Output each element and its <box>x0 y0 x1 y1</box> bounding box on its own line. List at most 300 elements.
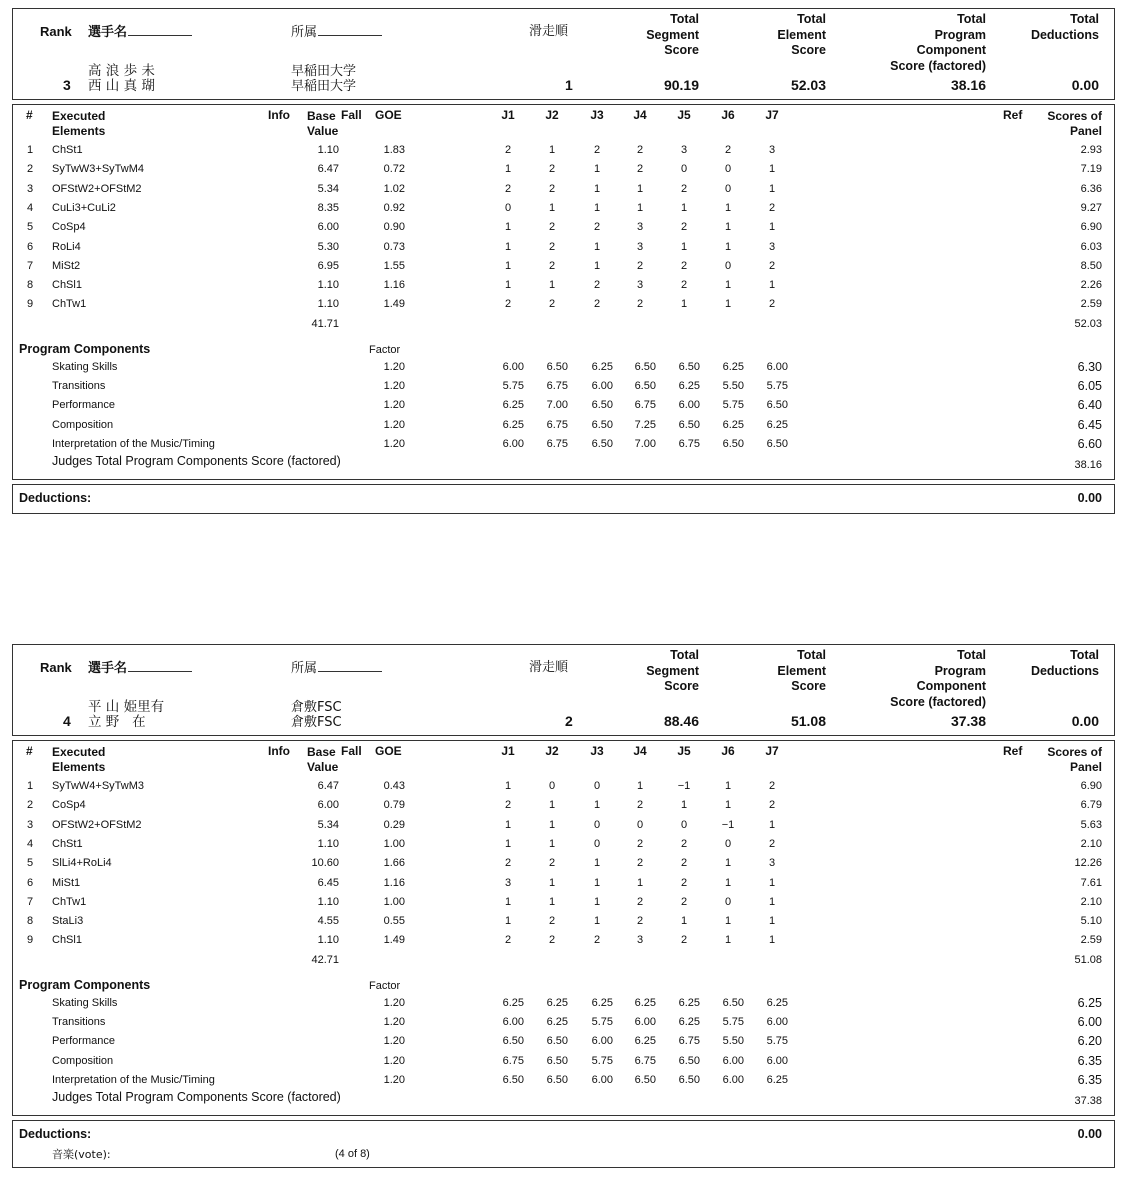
judge-goe-4: 0 <box>636 818 644 831</box>
skater-names: 平 山 姫里有 立 野 在 <box>88 699 165 730</box>
judge-goe-4: 1 <box>636 780 644 792</box>
judge-goe-6: 1 <box>724 934 732 947</box>
element-code: ChSt1 <box>52 837 83 850</box>
element-code: StaLi3 <box>52 915 84 928</box>
judge-goe-4: 2 <box>636 857 644 870</box>
col-number: # <box>26 108 33 122</box>
col-judge-5: J5 <box>677 108 691 122</box>
col-base-value: Base Value <box>307 109 339 138</box>
judge-goe-2: 1 <box>548 837 556 850</box>
pcs-total: 37.38 <box>1074 1095 1102 1108</box>
judge-goe-1: 2 <box>504 298 512 311</box>
judge-mark-6: 5.75 <box>722 399 744 412</box>
col-panel-score: Scores of Panel <box>1047 109 1102 138</box>
judge-goe-2: 2 <box>548 915 556 928</box>
judge-mark-4: 6.25 <box>634 1035 656 1048</box>
judge-mark-1: 6.00 <box>502 360 524 373</box>
judge-mark-3: 6.50 <box>591 418 613 431</box>
judge-goe-1: 1 <box>504 780 512 792</box>
judge-mark-7: 6.25 <box>766 418 788 431</box>
judge-mark-5: 6.50 <box>678 1073 700 1086</box>
element-code: MiSt1 <box>52 876 81 889</box>
judge-goe-1: 2 <box>504 144 512 156</box>
judge-goe-7: 2 <box>768 837 776 850</box>
judge-goe-6: 1 <box>724 876 732 889</box>
judge-goe-5: 2 <box>680 221 688 234</box>
judge-mark-4: 7.25 <box>634 418 656 431</box>
element-goe: 0.73 <box>383 240 405 253</box>
element-base-value: 5.34 <box>317 182 339 195</box>
rank-label: Rank <box>40 24 72 39</box>
judge-goe-5: 2 <box>680 895 688 908</box>
club-names: 倉敷FSC 倉敷FSC <box>291 700 342 730</box>
judge-mark-1: 6.25 <box>502 399 524 412</box>
judge-mark-1: 6.25 <box>502 418 524 431</box>
judge-goe-3: 1 <box>593 799 601 812</box>
tss-label: Total Segment Score <box>646 12 699 57</box>
element-goe: 0.72 <box>383 163 405 176</box>
judge-goe-3: 0 <box>593 818 601 831</box>
club-label: 所属 <box>291 24 382 40</box>
judge-mark-4: 6.50 <box>634 360 656 373</box>
component-name: Performance <box>52 399 115 412</box>
judge-goe-6: 1 <box>724 857 732 870</box>
judge-goe-6: 0 <box>724 837 732 850</box>
deductions-label: Total Deductions <box>1030 648 1099 678</box>
judge-mark-3: 6.50 <box>591 437 613 450</box>
judge-goe-7: 1 <box>768 876 776 889</box>
element-number: 2 <box>27 799 34 812</box>
skater-name-label: 選手名 <box>88 660 192 676</box>
judge-goe-6: 0 <box>724 182 732 195</box>
element-number: 8 <box>27 915 34 928</box>
element-goe: 0.43 <box>383 780 405 792</box>
judge-goe-5: 2 <box>680 876 688 889</box>
judge-mark-4: 6.25 <box>634 996 656 1009</box>
component-panel-score: 6.00 <box>1077 1015 1102 1029</box>
element-base-value: 5.30 <box>317 240 339 253</box>
component-row <box>13 416 1114 435</box>
element-panel-score: 6.03 <box>1080 240 1102 253</box>
col-ref: Ref <box>1003 108 1023 122</box>
col-judge-6: J6 <box>721 744 735 758</box>
component-factor: 1.20 <box>383 418 405 431</box>
element-code: ChTw1 <box>52 298 87 311</box>
judge-goe-4: 2 <box>636 163 644 176</box>
element-base-value: 1.10 <box>317 934 339 947</box>
judge-goe-4: 3 <box>636 279 644 292</box>
element-panel-score: 6.36 <box>1080 182 1102 195</box>
col-judge-4: J4 <box>633 744 647 758</box>
judge-goe-5: 1 <box>680 915 688 928</box>
judge-goe-3: 1 <box>593 240 601 253</box>
judge-mark-2: 6.75 <box>546 418 568 431</box>
element-row <box>13 931 1114 950</box>
program-components-title: Program Components <box>19 977 151 992</box>
rank-value: 4 <box>63 713 71 729</box>
judge-goe-7: 2 <box>768 298 776 311</box>
element-row <box>13 257 1114 276</box>
club-label: 所属 <box>291 660 382 676</box>
judge-goe-3: 1 <box>593 259 601 272</box>
judge-goe-1: 1 <box>504 895 512 908</box>
element-row <box>13 777 1114 796</box>
component-factor: 1.20 <box>383 399 405 412</box>
judge-goe-1: 2 <box>504 182 512 195</box>
element-row <box>13 854 1114 873</box>
pcs-value: 38.16 <box>950 77 986 93</box>
element-number: 6 <box>27 240 34 253</box>
judge-goe-2: 0 <box>548 780 556 792</box>
judges-total-label: Judges Total Program Components Score (factored) <box>52 1090 341 1105</box>
judge-goe-1: 1 <box>504 163 512 176</box>
judge-mark-6: 6.25 <box>722 360 744 373</box>
judge-mark-2: 6.50 <box>546 1054 568 1067</box>
element-code: CoSp4 <box>52 221 86 234</box>
judge-mark-1: 5.75 <box>502 380 524 392</box>
col-info: Info <box>268 744 290 758</box>
element-score-total: 51.08 <box>1074 953 1102 966</box>
judge-goe-4: 2 <box>636 915 644 928</box>
component-row <box>13 377 1114 396</box>
deductions-value: 0.00 <box>1071 713 1099 729</box>
judge-goe-6: 1 <box>724 799 732 812</box>
judge-goe-1: 0 <box>504 201 512 214</box>
component-name: Transitions <box>52 1016 106 1028</box>
judge-goe-4: 2 <box>636 837 644 850</box>
judge-mark-4: 6.75 <box>634 1054 656 1067</box>
component-panel-score: 6.05 <box>1077 379 1102 393</box>
component-factor: 1.20 <box>383 1073 405 1086</box>
element-number: 9 <box>27 298 34 311</box>
element-code: OFStW2+OFStM2 <box>52 182 142 195</box>
judge-mark-7: 5.75 <box>766 1035 788 1048</box>
judge-mark-2: 6.75 <box>546 380 568 392</box>
component-factor: 1.20 <box>383 996 405 1009</box>
component-row <box>13 1052 1114 1071</box>
program-components-title: Program Components <box>19 341 151 356</box>
judge-goe-2: 1 <box>548 876 556 889</box>
judge-goe-5: 2 <box>680 259 688 272</box>
element-code: SyTwW4+SyTwM3 <box>52 780 144 792</box>
judge-goe-1: 2 <box>504 857 512 870</box>
judge-goe-3: 2 <box>593 279 601 292</box>
judge-goe-6: 0 <box>724 163 732 176</box>
judge-goe-2: 1 <box>548 799 556 812</box>
judge-goe-7: 1 <box>768 915 776 928</box>
col-judge-2: J2 <box>545 744 559 758</box>
judge-mark-3: 5.75 <box>591 1016 613 1028</box>
col-info: Info <box>268 108 290 122</box>
tes-label: Total Element Score <box>777 12 826 57</box>
element-row <box>13 141 1114 160</box>
judge-mark-6: 6.00 <box>722 1054 744 1067</box>
judge-goe-1: 1 <box>504 915 512 928</box>
component-name: Interpretation of the Music/Timing <box>52 1073 215 1086</box>
judge-mark-3: 6.00 <box>591 1073 613 1086</box>
judge-goe-4: 1 <box>636 182 644 195</box>
component-panel-score: 6.60 <box>1077 436 1102 451</box>
element-goe: 1.83 <box>383 144 405 156</box>
element-panel-score: 2.59 <box>1080 298 1102 311</box>
score-detail <box>12 740 1115 1116</box>
judge-goe-5: 1 <box>680 799 688 812</box>
judge-mark-1: 6.50 <box>502 1073 524 1086</box>
judge-mark-6: 5.75 <box>722 1016 744 1028</box>
judge-goe-7: 2 <box>768 201 776 214</box>
judges-total-label: Judges Total Program Components Score (factored) <box>52 454 341 469</box>
judge-goe-7: 1 <box>768 221 776 234</box>
col-judge-1: J1 <box>501 744 515 758</box>
element-goe: 1.16 <box>383 876 405 889</box>
deductions-title: Deductions: <box>19 491 92 506</box>
judge-goe-7: 1 <box>768 279 776 292</box>
col-goe: GOE <box>375 744 402 758</box>
element-number: 1 <box>27 780 34 792</box>
element-panel-score: 2.10 <box>1080 837 1102 850</box>
club-names: 早稲田大学 早稲田大学 <box>291 64 357 94</box>
element-number: 5 <box>27 857 34 870</box>
judge-goe-3: 2 <box>593 934 601 947</box>
judge-mark-7: 6.00 <box>766 1016 788 1028</box>
element-base-value: 10.60 <box>311 857 339 870</box>
element-panel-score: 2.59 <box>1080 934 1102 947</box>
judge-mark-1: 6.75 <box>502 1054 524 1067</box>
component-row <box>13 994 1114 1013</box>
judge-mark-1: 6.00 <box>502 1016 524 1028</box>
judge-goe-3: 2 <box>593 221 601 234</box>
element-base-value: 6.45 <box>317 876 339 889</box>
element-goe: 1.49 <box>383 298 405 311</box>
judge-mark-6: 5.50 <box>722 380 744 392</box>
deductions-total: 0.00 <box>1077 1127 1102 1142</box>
element-goe: 0.29 <box>383 818 405 831</box>
judge-mark-7: 6.00 <box>766 360 788 373</box>
judge-mark-3: 6.25 <box>591 360 613 373</box>
judge-mark-3: 6.00 <box>591 380 613 392</box>
judge-mark-7: 6.50 <box>766 399 788 412</box>
judge-goe-7: 3 <box>768 144 776 156</box>
element-number: 4 <box>27 837 34 850</box>
judge-goe-4: 2 <box>636 895 644 908</box>
judge-goe-5: 2 <box>680 182 688 195</box>
component-row <box>13 1013 1114 1032</box>
component-name: Interpretation of the Music/Timing <box>52 437 215 450</box>
base-value-total: 42.71 <box>311 953 339 966</box>
component-factor: 1.20 <box>383 437 405 450</box>
element-code: ChTw1 <box>52 895 87 908</box>
judge-mark-3: 6.00 <box>591 1035 613 1048</box>
judge-goe-6: 0 <box>724 895 732 908</box>
tes-label: Total Element Score <box>777 648 826 693</box>
skater-header <box>12 8 1115 100</box>
judge-goe-1: 1 <box>504 259 512 272</box>
judge-mark-5: 6.75 <box>678 437 700 450</box>
judge-goe-2: 2 <box>548 182 556 195</box>
judge-goe-2: 2 <box>548 857 556 870</box>
element-panel-score: 6.90 <box>1080 221 1102 234</box>
judge-goe-6: 1 <box>724 240 732 253</box>
judge-mark-4: 7.00 <box>634 437 656 450</box>
judge-goe-5: 0 <box>680 818 688 831</box>
element-goe: 1.55 <box>383 259 405 272</box>
judge-goe-7: 1 <box>768 895 776 908</box>
judge-goe-5: 2 <box>680 837 688 850</box>
element-base-value: 5.34 <box>317 818 339 831</box>
component-panel-score: 6.35 <box>1077 1053 1102 1068</box>
component-name: Skating Skills <box>52 996 118 1009</box>
element-panel-score: 8.50 <box>1080 259 1102 272</box>
factor-label: Factor <box>369 343 401 356</box>
component-row <box>13 1032 1114 1051</box>
component-name: Performance <box>52 1035 115 1048</box>
judge-mark-5: 6.25 <box>678 380 700 392</box>
element-code: ChSl1 <box>52 934 82 947</box>
judge-mark-3: 6.25 <box>591 996 613 1009</box>
judge-goe-6: 1 <box>724 279 732 292</box>
judge-mark-2: 6.50 <box>546 1035 568 1048</box>
col-fall: Fall <box>341 108 362 122</box>
judge-goe-6: 1 <box>724 298 732 311</box>
deduction-note-label: 音楽(vote): <box>52 1148 111 1162</box>
judge-goe-4: 2 <box>636 259 644 272</box>
judge-mark-6: 6.00 <box>722 1073 744 1086</box>
col-elements: Executed Elements <box>52 745 106 774</box>
element-row <box>13 180 1114 199</box>
judge-goe-2: 2 <box>548 298 556 311</box>
col-panel-score: Scores of Panel <box>1047 745 1102 774</box>
judge-goe-3: 0 <box>593 780 601 792</box>
judge-mark-5: 6.50 <box>678 360 700 373</box>
component-panel-score: 6.25 <box>1077 995 1102 1010</box>
element-code: MiSt2 <box>52 259 81 272</box>
element-row <box>13 160 1114 179</box>
judge-goe-5: 1 <box>680 240 688 253</box>
base-value-total: 41.71 <box>311 317 339 330</box>
judge-goe-6: 1 <box>724 780 732 792</box>
judge-goe-3: 0 <box>593 837 601 850</box>
element-base-value: 1.10 <box>317 298 339 311</box>
judge-goe-2: 1 <box>548 818 556 831</box>
judge-goe-5: 1 <box>680 298 688 311</box>
judge-goe-6: −1 <box>721 818 735 831</box>
judge-mark-2: 7.00 <box>546 399 568 412</box>
element-row <box>13 893 1114 912</box>
judge-mark-6: 6.50 <box>722 437 744 450</box>
judge-goe-7: 1 <box>768 163 776 176</box>
element-base-value: 6.47 <box>317 780 339 792</box>
starting-number: 1 <box>565 77 573 93</box>
tes-value: 52.03 <box>790 77 826 93</box>
element-code: RoLi4 <box>52 240 81 253</box>
element-goe: 1.66 <box>383 857 405 870</box>
element-goe: 0.55 <box>383 915 405 928</box>
judge-goe-2: 2 <box>548 163 556 176</box>
judge-goe-4: 2 <box>636 298 644 311</box>
element-number: 1 <box>27 144 34 156</box>
judge-mark-5: 6.75 <box>678 1035 700 1048</box>
col-judge-3: J3 <box>590 744 604 758</box>
judge-goe-5: 3 <box>680 144 688 156</box>
element-panel-score: 7.19 <box>1080 163 1102 176</box>
judge-goe-7: 2 <box>768 780 776 792</box>
judge-goe-4: 3 <box>636 240 644 253</box>
skater-header <box>12 644 1115 736</box>
element-goe: 0.79 <box>383 799 405 812</box>
judge-goe-4: 1 <box>636 876 644 889</box>
col-elements: Executed Elements <box>52 109 106 138</box>
judge-goe-5: −1 <box>677 780 691 792</box>
col-judge-3: J3 <box>590 108 604 122</box>
judge-goe-7: 3 <box>768 240 776 253</box>
component-factor: 1.20 <box>383 360 405 373</box>
judge-goe-3: 1 <box>593 857 601 870</box>
judge-goe-6: 1 <box>724 915 732 928</box>
component-name: Composition <box>52 418 114 431</box>
pcs-value: 37.38 <box>950 713 986 729</box>
element-row <box>13 835 1114 854</box>
tss-value: 88.46 <box>663 713 699 729</box>
element-code: OFStW2+OFStM2 <box>52 818 142 831</box>
component-row <box>13 358 1114 377</box>
judge-goe-2: 2 <box>548 221 556 234</box>
judge-mark-6: 6.25 <box>722 418 744 431</box>
judge-goe-1: 1 <box>504 279 512 292</box>
tes-value: 51.08 <box>790 713 826 729</box>
judge-goe-3: 2 <box>593 144 601 156</box>
judge-mark-6: 5.50 <box>722 1035 744 1048</box>
element-base-value: 6.00 <box>317 799 339 812</box>
judge-mark-4: 6.50 <box>634 1073 656 1086</box>
judge-mark-3: 5.75 <box>591 1054 613 1067</box>
element-row <box>13 816 1114 835</box>
judge-goe-4: 1 <box>636 201 644 214</box>
judge-goe-4: 3 <box>636 221 644 234</box>
tss-label: Total Segment Score <box>646 648 699 693</box>
judge-goe-2: 1 <box>548 144 556 156</box>
judge-goe-3: 1 <box>593 915 601 928</box>
component-row <box>13 435 1114 454</box>
skater-names: 高 浪 歩 未 西 山 真 瑚 <box>88 63 155 94</box>
element-number: 2 <box>27 163 34 176</box>
judge-goe-1: 3 <box>504 876 512 889</box>
component-name: Composition <box>52 1054 114 1067</box>
judge-mark-5: 6.50 <box>678 418 700 431</box>
judge-goe-6: 0 <box>724 259 732 272</box>
judge-mark-4: 6.75 <box>634 399 656 412</box>
element-panel-score: 9.27 <box>1080 201 1102 214</box>
judge-mark-4: 6.50 <box>634 380 656 392</box>
judge-goe-6: 1 <box>724 221 732 234</box>
col-judge-4: J4 <box>633 108 647 122</box>
element-base-value: 8.35 <box>317 201 339 214</box>
judge-goe-1: 1 <box>504 818 512 831</box>
judge-mark-2: 6.50 <box>546 360 568 373</box>
score-detail <box>12 104 1115 480</box>
judge-goe-1: 1 <box>504 837 512 850</box>
element-base-value: 1.10 <box>317 279 339 292</box>
judge-mark-2: 6.25 <box>546 996 568 1009</box>
element-base-value: 1.10 <box>317 895 339 908</box>
judge-goe-3: 1 <box>593 201 601 214</box>
element-code: ChSt1 <box>52 144 83 156</box>
judge-mark-5: 6.50 <box>678 1054 700 1067</box>
judge-goe-5: 2 <box>680 279 688 292</box>
judge-mark-5: 6.00 <box>678 399 700 412</box>
component-name: Skating Skills <box>52 360 118 373</box>
deductions-total: 0.00 <box>1077 491 1102 506</box>
judge-goe-6: 1 <box>724 201 732 214</box>
